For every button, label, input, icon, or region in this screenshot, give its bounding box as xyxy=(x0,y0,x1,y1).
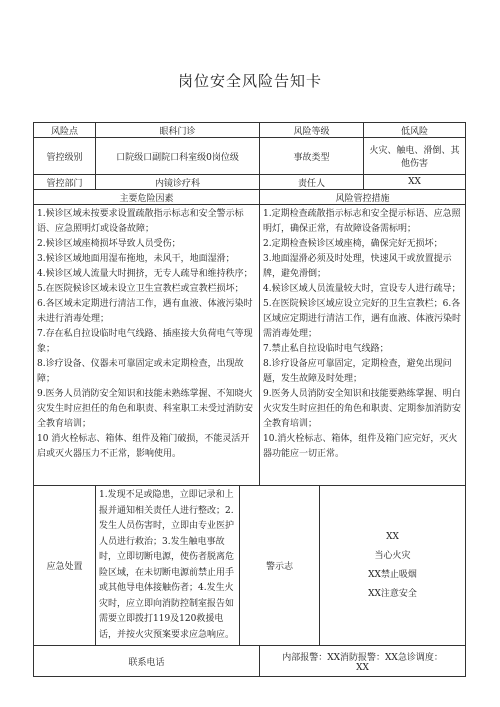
list-item: 7.禁止私自拉设临时电气线路； xyxy=(263,344,389,354)
risk-level-value: 低风险 xyxy=(364,123,466,138)
risk-point-value: 眼科门诊 xyxy=(96,123,260,138)
list-item: 3.候诊区域地面用湿布拖地，未风干，地面湿滑； xyxy=(37,254,235,264)
risk-level-label: 风险等级 xyxy=(260,123,364,138)
responsible-label: 责任人 xyxy=(260,175,364,190)
row-section-headers xyxy=(34,190,466,205)
measures-list xyxy=(260,205,466,486)
responsible-value: XX xyxy=(364,175,466,190)
sign-line: XX注意安全 xyxy=(368,589,417,599)
list-item: 2.候诊区域座椅损坏导致人员受伤； xyxy=(37,239,181,249)
emergency-label: 应急处置 xyxy=(34,486,96,646)
emergency-text: 1.发现不足或隐患，立即记录和上报并通知相关责任人进行整改；2.发生人员伤害时，立即由专业医护人员进行救治；3.发生触电事故时，立即切断电源，使伤者脱离危险区域，在未切断电源前禁止用手或其他导电体接触伤者；4.发生火灾时，应立即向消防控制室报告如需要立即拨打119及120救援电话，并按火灾预案要求应急响应。 xyxy=(96,486,240,646)
hazards-list xyxy=(34,205,260,486)
risk-point-label: 风险点 xyxy=(34,123,96,138)
row-emergency xyxy=(34,486,466,646)
contact-label: 联系电话 xyxy=(34,646,260,677)
sign-line: XX xyxy=(386,532,399,542)
control-dept-label: 管控部门 xyxy=(34,175,96,190)
signs-box xyxy=(320,486,466,646)
list-item: 3.地面湿滑必须及时处理，快速风干或放置提示牌，避免滑倒； xyxy=(263,254,452,279)
contact-value xyxy=(260,646,466,677)
contact-line-1: 内部报警：XX消防报警：XX急诊调度： xyxy=(282,652,443,663)
control-level-value: 口院级口副院口科室级0岗位级 xyxy=(96,138,260,175)
control-dept-value: 内镜诊疗科 xyxy=(96,175,260,190)
list-item: 1.候诊区域未按要求设置疏散指示标志和安全警示标语、应急照明灯或设备故障； xyxy=(37,209,244,234)
sign-line: XX禁止吸烟 xyxy=(368,570,417,580)
risk-card-table xyxy=(33,122,466,677)
list-item: 8.诊疗设备、仪器未可靠固定或未定期检查，出现故障； xyxy=(37,359,244,384)
list-item: 6.各区域未定期进行清洁工作，遇有血液、体液污染时未进行消毒处理； xyxy=(37,299,253,324)
list-item: 2.定期检查候诊区域座椅，确保完好无损坏； xyxy=(263,239,443,249)
accident-type-value: 火灾、触电、滑倒、其他伤害 xyxy=(364,138,466,175)
row-control-level xyxy=(34,138,466,175)
contact-line-2: XX xyxy=(356,662,369,673)
list-item: 7.存在私自拉设临时电气线路、插座接大负荷电气等现象； xyxy=(37,329,253,354)
sign-line: 当心火灾 xyxy=(374,551,411,561)
row-risk-point xyxy=(34,123,466,138)
list-item: 4.候诊区域人流量大时拥挤，无专人疏导和维持秩序； xyxy=(37,269,253,279)
list-item: 5.在医院候诊区域未设立卫生宣教栏或宣教栏损坏； xyxy=(37,284,244,294)
list-item: 10.消火栓标志、箱体，组件及箱门应完好，灭火器功能应一切正常。 xyxy=(263,434,458,459)
list-item: 8.诊疗设备应可靠固定，定期检查，避免出现问题，发生故障及时处理； xyxy=(263,359,452,384)
hazards-header: 主要危险因素 xyxy=(34,190,260,205)
measures-header: 风险管控措施 xyxy=(260,190,466,205)
row-hazards-measures xyxy=(34,205,466,486)
list-item: 9.医务人员消防安全知识和技能未熟练掌握、不知晓火灾发生时应担任的角色和职责、科室职工未受过消防安全教育培训； xyxy=(37,389,254,429)
list-item: 9.医务人员消防安全知识和技能要熟练掌握、明白火灾发生时应担任的角色和职责、定期参加消防安全教育培训； xyxy=(263,389,462,429)
list-item: 10 消火栓标志、箱体、组件及箱门破损，不能灵活开启或灭火器压力不正常，影响使用。 xyxy=(37,434,250,459)
signs-label: 警示志 xyxy=(240,486,320,646)
accident-type-label: 事故类型 xyxy=(260,138,364,175)
row-control-dept xyxy=(34,175,466,190)
list-item: 1.定期检查疏散指示标志和安全提示标语、应急照明灯，确保正常，有故障设备需标明； xyxy=(263,209,461,234)
control-level-label: 管控级别 xyxy=(34,138,96,175)
page-title: 岗位安全风险告知卡 xyxy=(177,72,322,90)
row-contact xyxy=(34,646,466,677)
list-item: 4.候诊区域人员流量较大时，宣设专人进行疏导；5.在医院候诊区域应设立完好的卫生宣教栏；6.各区域应定期进行清洁工作，遇有血液、体液污染时需消毒处理； xyxy=(263,284,462,339)
